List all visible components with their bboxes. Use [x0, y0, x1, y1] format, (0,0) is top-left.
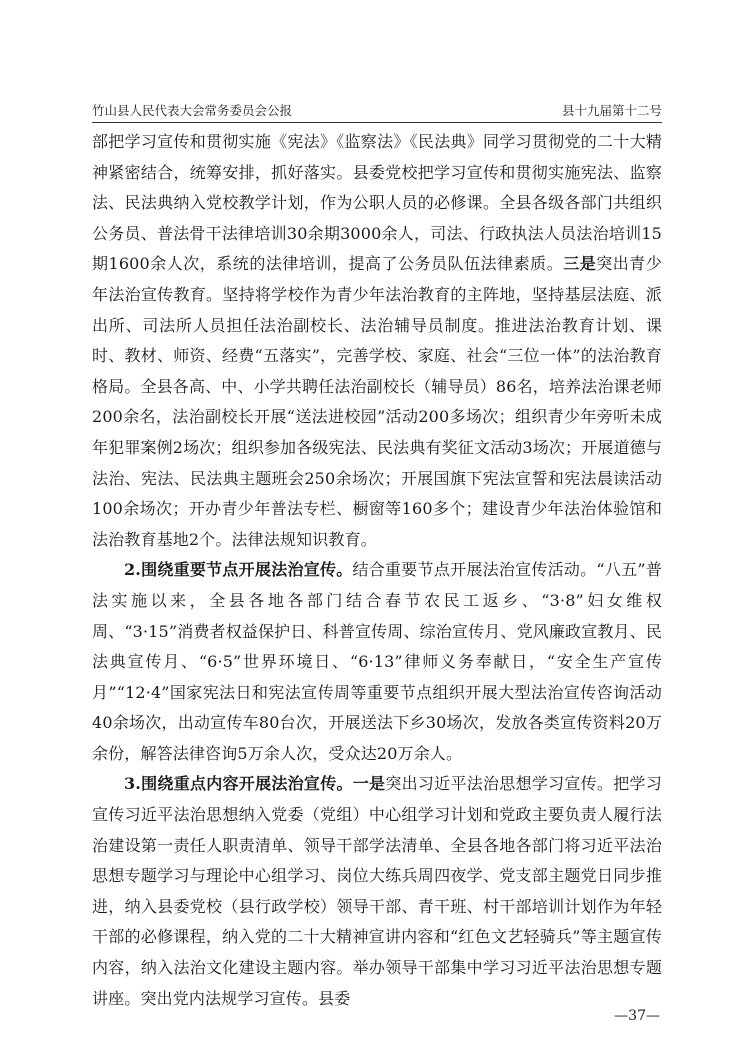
paragraph-1-text-b: 突出青少年法治宣传教育。坚持将学校作为青少年法治教育的主阵地，坚持基层法庭、派出所、司法所人员担任法治副校长、法治辅导员制度。推进法治教育计划、课时、教材、师资、经费“五落实”，完善学校、家庭、社会“三位一体”的法治教育格局。全县各高、中、小学共聘任法治副校长（辅导员）86名，培养法治课老师200余名，法治副校长开展“送法进校园”活动200多场次；组织青少年旁听未成年犯罪案例2场次；组织参加各级宪法、民法典有奖征文活动3场次；开展道德与法治、宪法、民法典主题班会250余场次；开展国旗下宪法宣誓和宪法晨读活动100余场次；开办青少年普法专栏、橱窗等160多个；建设青少年法治体验馆和法治教育基地2个。法律法规知识教育。	[92, 254, 662, 549]
document-body	[92, 127, 662, 1014]
paragraph-1-lead-3: 三是	[563, 254, 597, 274]
page-header	[92, 102, 662, 120]
paragraph-3-text: 突出习近平法治思想学习宣传。把学习宣传习近平法治思想纳入党委（党组）中心组学习计划和党政主要负责人履行法治建设第一责任人职责清单、领导干部学法清单、全县各地各部门将习近平法治思想专题学习与理论中心组学习、岗位大练兵周四夜学、党支部主题党日同步推进，纳入县委党校（县行政学校）领导干部、青干班、村干部培训计划作为年轻干部的必修课程，纳入党的二十大精神宣讲内容和“红色文艺轻骑兵”等主题宣传内容，纳入法治文化建设主题内容。举办领导干部集中学习习近平法治思想专题讲座。突出党内法规学习宣传。县委	[92, 774, 662, 1008]
paragraph-2-text: 结合重要节点开展法治宣传活动。“八五”普法实施以来，全县各地各部门结合春节农民工返乡、“3·8”妇女维权周、“3·15”消费者权益保护日、科普宣传周、综治宣传月、党风廉政宣教月、民法典宣传月、“6·5”世界环境日、“6·13”律师义务奉献日，“安全生产宣传月”“12·4”国家宪法日和宪法宣传周等重要节点组织开展大型法治宣传咨询活动40余场次，出动宣传车80台次，开展送法下乡30场次，发放各类宣传资料20万余份，解答法律咨询5万余人次，受众达20万余人。	[92, 560, 662, 763]
header-divider	[92, 122, 662, 123]
paragraph-1-text-a: 部把学习宣传和贯彻实施《宪法》《监察法》《民法典》同学习贯彻党的二十大精神紧密结合，统筹安排，抓好落实。县委党校把学习宣传和贯彻实施宪法、监察法、民法典纳入党校教学计划，作为公职人员的必修课。全县各级各部门共组织公务员、普法骨干法律培训30余期3000余人，司法、行政执法人员法治培训15期1600余人次，系统的法律培训，提高了公务员队伍法律素质。	[92, 132, 662, 274]
issue-number: 县十九届第十二号	[561, 103, 662, 118]
section-heading-3: 3.围绕重点内容开展法治宣传。	[124, 774, 353, 794]
gazette-title: 竹山县人民代表大会常务委员会公报	[92, 103, 293, 118]
paragraph-1	[92, 127, 662, 555]
paragraph-2	[92, 555, 662, 769]
section-heading-2: 2.围绕重要节点开展法治宣传。	[124, 560, 353, 580]
paragraph-3-lead-1: 一是	[352, 774, 386, 794]
page-number: —37—	[614, 1008, 660, 1024]
paragraph-3	[92, 769, 662, 1014]
